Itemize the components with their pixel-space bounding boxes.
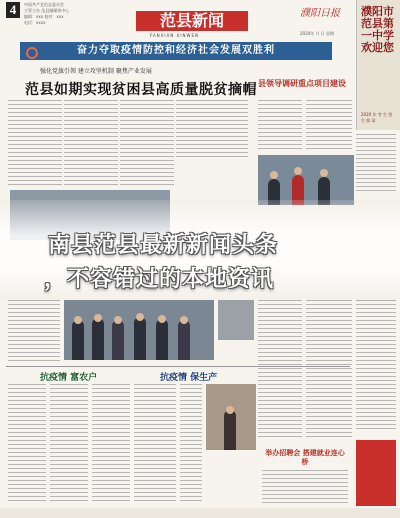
meta-line: 电话：xxxx: [24, 20, 46, 25]
lead-story-kicker: 强化党旗引领 建立攻坚机制 聚焦产业发展: [40, 68, 152, 75]
overlay-title-line-1: 南县范县最新新闻头条: [48, 233, 279, 258]
lead-story-headline: 范县如期实现贫困县高质量脱贫摘帽: [25, 82, 257, 98]
bottom-right-headline: 举办招聘会 搭建就业连心桥: [265, 448, 345, 466]
photo-person: [92, 318, 104, 360]
photo-head: [294, 167, 302, 175]
news-photo: [206, 384, 256, 450]
photo-head: [320, 169, 328, 177]
overlay-title-line-2: ，不容错过的本地资讯: [44, 267, 275, 292]
article-text-block: [258, 300, 302, 440]
photo-person: [156, 319, 168, 360]
meta-line: 中国共产党范县委员会: [24, 2, 64, 7]
article-text-block: [8, 300, 60, 362]
photo-person: [134, 317, 146, 360]
article-text-block: [50, 384, 88, 504]
photo-head: [226, 406, 234, 414]
article-text-block: [258, 100, 302, 150]
banner-text: 奋力夺取疫情防控和经济社会发展双胜利: [77, 45, 275, 56]
photo-person: [224, 410, 236, 450]
edition-title: 范县新闻: [136, 11, 248, 31]
article-text-block: [120, 100, 174, 185]
article-text-block: [306, 300, 352, 440]
article-text-block: [92, 384, 130, 504]
photo-person: [112, 320, 124, 360]
photo-head: [270, 171, 278, 179]
advertisement-image: [356, 440, 396, 506]
ad-subtitle: 2020 年 考 生 招 生 简 章: [361, 112, 393, 123]
school-advertisement: [356, 0, 400, 130]
side-story-headline: 县领导调研重点项目建设: [258, 78, 346, 88]
photo-head: [158, 315, 166, 323]
article-text-block: [64, 100, 118, 185]
article-text-block: [176, 100, 248, 160]
paper-logo: 濮阳日报: [300, 8, 340, 19]
photo-head: [136, 313, 144, 321]
edition-pinyin: FANXIAN XINWEN: [150, 33, 199, 38]
article-text-block: [262, 470, 348, 506]
photo-head: [74, 316, 82, 324]
photo-person: [72, 320, 84, 360]
photo-person: [178, 320, 190, 360]
article-text-block: [306, 100, 352, 150]
bottom-left-headline: 抗疫情 富农户: [40, 373, 98, 383]
article-text-block: [180, 384, 202, 504]
photo-head: [180, 316, 188, 324]
bottom-middle-headline: 抗疫情 保生产: [160, 373, 218, 383]
article-text-block: [8, 384, 46, 504]
article-text-block: [8, 100, 62, 185]
footer-strip: [0, 508, 400, 518]
article-text-block: [356, 134, 396, 194]
photo-head: [94, 314, 102, 322]
meta-line: 编辑：xxx 校对：xxx: [24, 14, 64, 19]
article-text-block: [356, 300, 396, 430]
ad-title: 濮阳市范县第一中学欢迎您: [361, 5, 394, 54]
headline-banner: [20, 42, 332, 60]
meta-line: 主管主办 范县融媒体中心: [24, 8, 70, 13]
news-photo: [258, 155, 354, 205]
banner-emblem-icon: [26, 47, 38, 59]
news-photo: [218, 300, 254, 340]
masthead: [0, 0, 400, 40]
overlay-band: [0, 200, 400, 300]
article-text-block: [134, 384, 176, 504]
photo-head: [114, 316, 122, 324]
group-photo: [64, 300, 214, 360]
date-line: 2020年 月 日 星期: [300, 31, 334, 36]
section-divider: [6, 366, 350, 367]
page-number: 4: [6, 2, 20, 18]
